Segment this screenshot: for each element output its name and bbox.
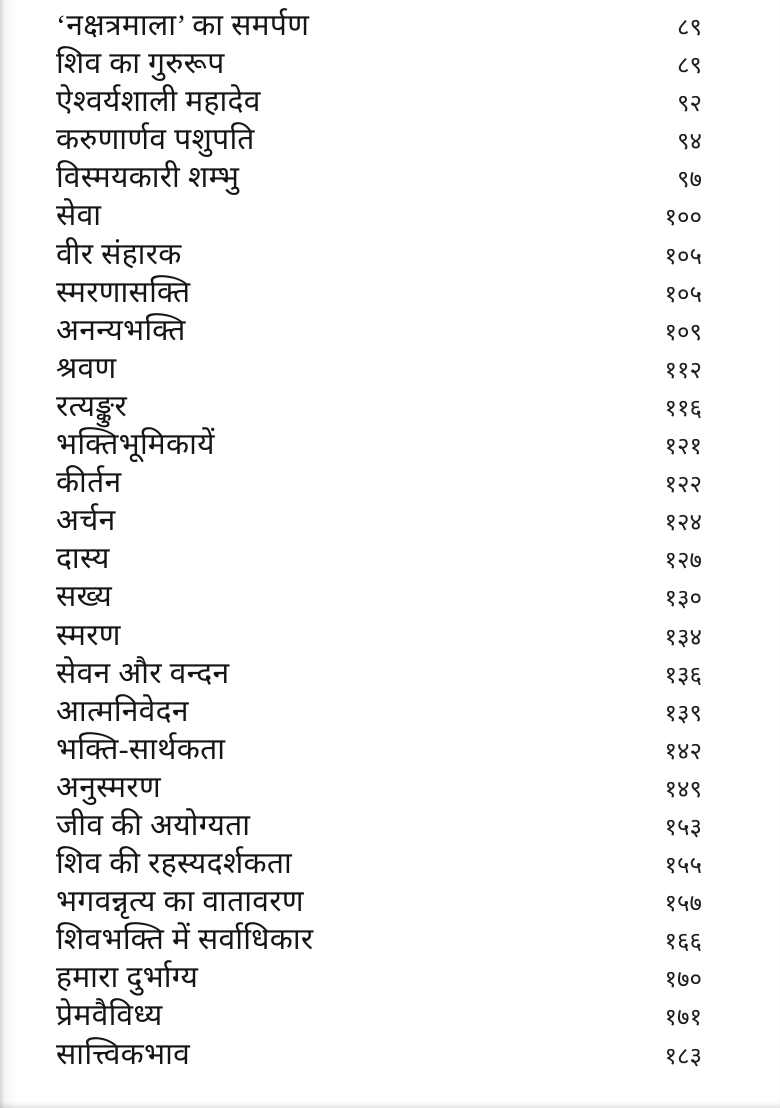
toc-entry [56,236,702,274]
toc-entry [56,464,702,502]
toc-entry-title: अर्चन [56,504,116,538]
toc-entry [56,959,702,997]
toc-entry [56,7,702,45]
toc-entry-title: सख्य [56,580,113,614]
toc-entry-page-number: १३६ [664,662,702,689]
toc-entry-page-number: ८९ [677,15,702,41]
toc-entry-title: कीर्तन [56,466,122,500]
toc-entry-page-number: १०५ [664,281,702,308]
toc-entry [56,845,702,883]
toc-entry-page-number: १७१ [664,1005,702,1032]
toc-entry-page-number: ९७ [677,167,702,194]
toc-entry [56,121,702,159]
toc-entry-title: हमारा दुर्भाग्य [56,961,199,995]
toc-entry-title: शिव का गुरुरूप [56,47,225,81]
toc-entry [56,159,702,197]
toc-entry-title: आत्मनिवेदन [56,694,189,728]
toc-entry [56,197,702,235]
toc-entry [56,1036,702,1074]
toc-entry-page-number: १०५ [664,243,702,270]
toc-entry-title: रत्यङ्कुर [56,389,128,423]
toc-entry [56,502,702,540]
toc-entry [56,769,702,807]
toc-entry-title: वीर संहारक [56,237,182,271]
toc-entry [56,807,702,845]
toc-entry-title: भक्ति-सार्थकता [56,732,226,766]
toc-entry [56,540,702,578]
toc-entry-page-number: ११२ [664,357,702,384]
toc-entry-page-number: १०९ [664,319,702,346]
toc-entry-title: भक्तिभूमिकायें [56,428,215,462]
toc-entry-page-number: १६६ [664,929,702,956]
table-of-contents [56,7,702,1074]
toc-entry-title: जीव की अयोग्यता [56,808,251,842]
toc-entry-title: करुणार्णव पशुपति [56,123,255,157]
toc-entry [56,578,702,616]
toc-entry-page-number: ९४ [677,129,702,156]
toc-entry-page-number: १४२ [664,738,702,765]
toc-entry-title: स्मरणासक्ति [56,275,191,309]
toc-entry-title: अनुस्मरण [56,770,161,804]
toc-entry [56,388,702,426]
toc-entry [56,731,702,769]
toc-entry-page-number: १७० [664,967,702,994]
toc-entry [56,617,702,655]
toc-entry [56,921,702,959]
toc-entry [56,693,702,731]
toc-entry-page-number: १२२ [664,472,702,499]
toc-entry [56,274,702,312]
toc-entry-title: भगवन्नृत्य का वातावरण [56,885,304,919]
toc-entry-page-number: १८३ [664,1043,702,1070]
toc-entry-title: सेवन और वन्दन [56,656,230,690]
toc-entry-page-number: १०० [664,205,702,232]
toc-entry [56,426,702,464]
toc-entry-page-number: ८९ [677,53,702,80]
toc-entry [56,655,702,693]
toc-entry [56,45,702,83]
toc-entry-title: ‘नक्षत्रमाला’ का समर्पण [56,9,310,42]
toc-entry [56,83,702,121]
toc-entry-title: प्रेमवैविध्य [56,999,163,1033]
toc-entry-title: दास्य [56,542,110,576]
toc-entry-page-number: १२७ [664,548,702,575]
toc-entry-title: सात्त्विकभाव [56,1037,191,1071]
toc-entry-title: अनन्यभक्ति [56,313,186,347]
toc-entry-page-number: ११६ [664,395,702,422]
toc-entry-title: श्रवण [56,351,117,385]
toc-entry-title: विस्मयकारी शम्भु [56,161,240,195]
toc-entry-page-number: १५३ [664,814,702,841]
toc-entry [56,997,702,1035]
toc-entry-page-number: १२४ [664,510,702,537]
toc-entry [56,312,702,350]
toc-entry-title: शिव की रहस्यदर्शकता [56,847,293,881]
toc-entry-page-number: १५७ [664,891,702,918]
toc-entry-title: ऐश्वर्यशाली महादेव [56,85,261,119]
toc-entry-title: स्मरण [56,618,121,652]
toc-entry-page-number: १२१ [664,434,702,461]
toc-entry-page-number: १३० [664,586,702,613]
toc-entry-page-number: ९२ [677,91,702,118]
toc-entry-title: सेवा [56,199,102,233]
toc-entry-page-number: १३९ [664,700,702,727]
toc-entry-page-number: १५५ [664,853,702,880]
toc-entry-page-number: १४९ [664,776,702,803]
toc-entry [56,350,702,388]
toc-entry-page-number: १३४ [664,624,702,651]
toc-entry-title: शिवभक्ति में सर्वाधिकार [56,923,314,957]
toc-entry [56,883,702,921]
